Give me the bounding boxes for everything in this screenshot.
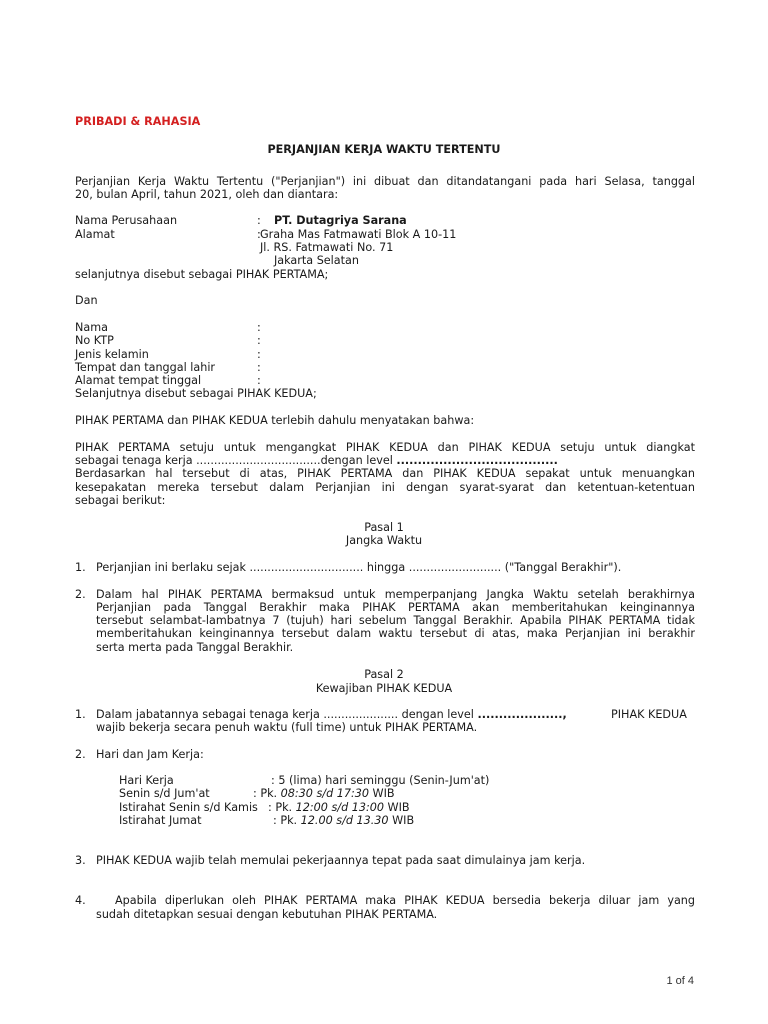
pasal1-item2-line: serta merta pada Tanggal Berakhir.: [96, 641, 294, 654]
list-number: 1.: [75, 708, 86, 721]
schedule-value: [268, 801, 410, 815]
pasal2-title: Pasal 2: [364, 668, 404, 681]
schedule-time: 12.00 s/d 13.30: [300, 814, 389, 827]
list-number: 1.: [75, 561, 86, 574]
company-value: PT. Dutagriya Sarana: [274, 214, 407, 227]
document-title: PERJANJIAN KERJA WAKTU TERTENTU: [267, 143, 501, 156]
pasal2-item1-party: PIHAK KEDUA: [611, 708, 687, 721]
party2-label-name: Nama: [75, 321, 108, 334]
schedule-time: 12:00 s/d 13:00: [295, 801, 384, 814]
pasal2-item2-heading: Hari dan Jam Kerja:: [96, 748, 204, 761]
colon: :: [257, 361, 261, 374]
colon: :: [257, 214, 261, 227]
schedule-sep: : Pk.: [253, 787, 281, 800]
statement: PIHAK PERTAMA dan PIHAK KEDUA terlebih dahulu menyatakan bahwa:: [75, 414, 475, 427]
schedule-time: 08:30 s/d 17:30: [280, 787, 369, 800]
intro-line-2: 20, bulan April, tahun 2021, oleh dan diantara:: [75, 188, 339, 201]
party1-closing: selanjutnya disebut sebagai PIHAK PERTAMA;: [75, 268, 329, 281]
schedule-label: Istirahat Jumat: [119, 814, 202, 827]
schedule-label: Senin s/d Jum'at: [119, 787, 210, 800]
pasal1-item2-line: tersebut selambat-lambatnya 7 (tujuh) hari sebelum Tanggal Berakhir. Apabila PIHAK PERTAMA tidak: [96, 614, 695, 627]
schedule-label: Istirahat Senin s/d Kamis: [119, 801, 258, 814]
list-number: 2.: [75, 748, 86, 761]
address-line: Jakarta Selatan: [274, 254, 359, 267]
party2-closing: Selanjutnya disebut sebagai PIHAK KEDUA;: [75, 387, 317, 400]
and-word: Dan: [75, 294, 98, 307]
colon: :: [257, 321, 261, 334]
recital-line-2a: sebagai tenaga kerja ...................................dengan level: [75, 454, 397, 467]
colon: :: [257, 348, 261, 361]
intro-line-1: Perjanjian Kerja Waktu Tertentu ("Perjanjian") ini dibuat dan ditandatangani pada hari Selasa, tanggal: [75, 175, 695, 188]
pasal2-item4-line-1: Apabila diperlukan oleh PIHAK PERTAMA maka PIHAK KEDUA bersedia bekerja diluar jam yang: [115, 894, 695, 907]
schedule-suffix: WIB: [383, 801, 410, 814]
schedule-suffix: WIB: [368, 787, 395, 800]
address-label: Alamat: [75, 228, 115, 241]
pasal2-item3-text: PIHAK KEDUA wajib telah memulai pekerjaannya tepat pada saat dimulainya jam kerja.: [96, 854, 586, 867]
colon: :: [257, 374, 261, 387]
recital-level-blank: ......................................: [396, 454, 558, 467]
list-number: 4.: [75, 894, 86, 907]
page-indicator: 1 of 4: [666, 975, 694, 987]
pasal1-title: Pasal 1: [364, 521, 404, 534]
schedule-sep: : Pk.: [273, 814, 301, 827]
party2-label-gender: Jenis kelamin: [75, 348, 149, 361]
pasal2-item1-line-1: [96, 708, 567, 722]
recital-line-5: sebagai berikut:: [75, 494, 166, 507]
recital-line-4: kesepakatan mereka tersebut dalam Perjanjian ini dengan syarat-syarat dan ketentuan-ketentuan: [75, 481, 695, 494]
address-line: Jl. RS. Fatmawati No. 71: [260, 241, 394, 254]
schedule-text: 5 (lima) hari seminggu (Senin-Jum'at): [278, 774, 490, 787]
pasal1-item1-text: Perjanjian ini berlaku sejak ................................ hingga .......................... ("Tanggal Berakhir").: [96, 561, 622, 574]
list-number: 3.: [75, 854, 86, 867]
pasal1-item2-line: Dalam hal PIHAK PERTAMA bermaksud untuk memperpanjang Jangka Waktu setelah berakhirnya: [96, 588, 695, 601]
recital-line-3: Berdasarkan hal tersebut di atas, PIHAK PERTAMA dan PIHAK KEDUA sepakat untuk menuangkan: [75, 467, 695, 480]
schedule-sep: : Pk.: [268, 801, 296, 814]
pasal1-subtitle: Jangka Waktu: [345, 534, 423, 547]
list-number: 2.: [75, 588, 86, 601]
recital-line-1: PIHAK PERTAMA setuju untuk mengangkat PIHAK KEDUA dan PIHAK KEDUA setuju untuk diangkat: [75, 441, 695, 454]
pasal2-item1-line-2: wajib bekerja secara penuh waktu (full time) untuk PIHAK PERTAMA.: [96, 721, 478, 734]
schedule-value: [271, 774, 489, 788]
colon: :: [257, 334, 261, 347]
pasal1-item2-line: memberitahukan keinginannya tersebut dalam waktu tersebut di atas, maka Perjanjian ini berakhir: [96, 627, 695, 640]
confidential-label: PRIBADI & RAHASIA: [75, 115, 201, 128]
pasal2-item4-line-2: sudah ditetapkan sesuai dengan kebutuhan PIHAK PERTAMA.: [96, 908, 438, 921]
pasal1-item2-line: Perjanjian pada Tanggal Berakhir maka PIHAK PERTAMA akan memberitahukan keinginannya: [96, 601, 695, 614]
pasal2-level-blank: ....................,: [477, 708, 567, 721]
schedule-sep: :: [271, 774, 279, 787]
party2-label-address: Alamat tempat tinggal: [75, 374, 202, 387]
pasal2-item1-part-a: Dalam jabatannya sebagai tenaga kerja ..................... dengan level: [96, 708, 478, 721]
party2-label-birth: Tempat dan tanggal lahir: [75, 361, 216, 374]
address-line: Graha Mas Fatmawati Blok A 10-11: [260, 228, 457, 241]
party2-label-ktp: No KTP: [75, 334, 114, 347]
pasal2-subtitle: Kewajiban PIHAK KEDUA: [315, 682, 453, 695]
company-label: Nama Perusahaan: [75, 214, 178, 227]
schedule-value: [273, 814, 414, 828]
schedule-label: Hari Kerja: [119, 774, 174, 787]
schedule-value: [253, 787, 395, 801]
recital-line-2: [75, 454, 558, 468]
schedule-suffix: WIB: [388, 814, 415, 827]
colon: :: [257, 228, 261, 241]
